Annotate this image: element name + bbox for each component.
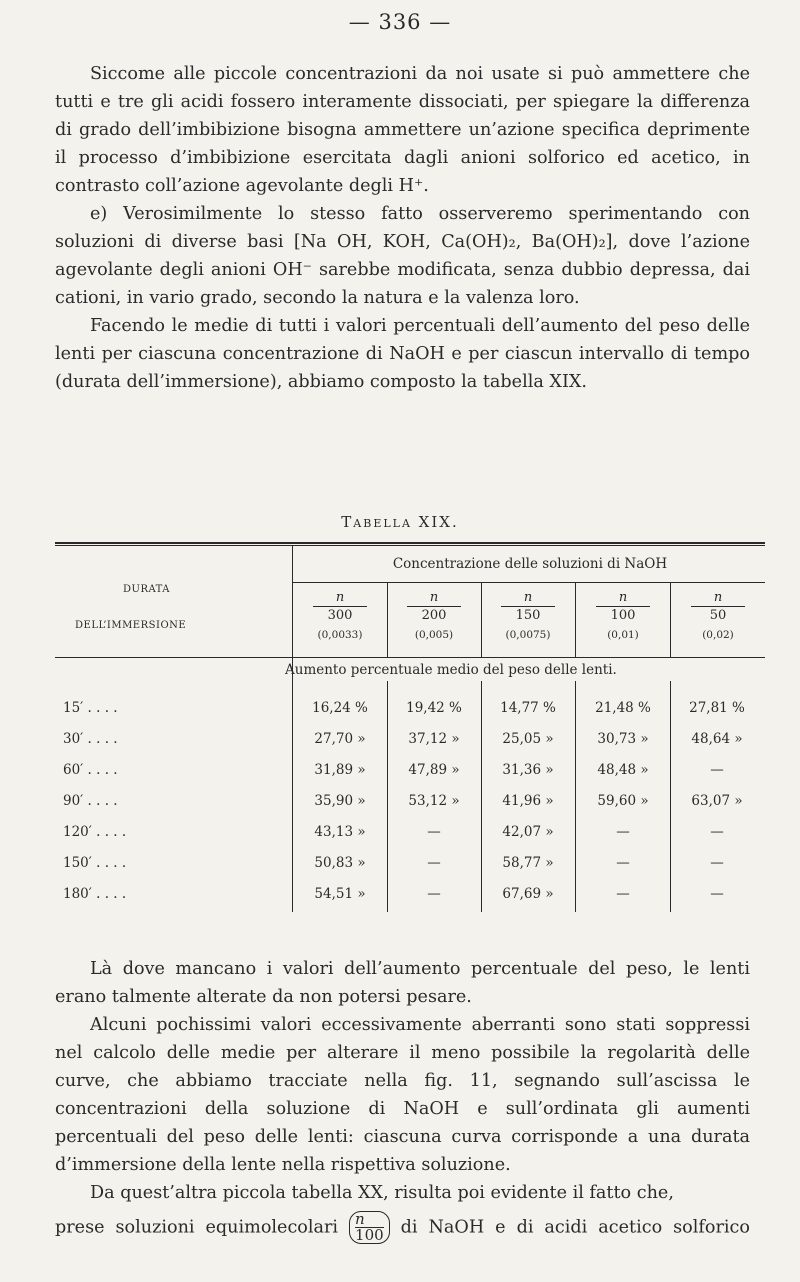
table-cell: — xyxy=(710,824,724,840)
header-concentration: Concentrazione delle soluzioni di NaOH xyxy=(392,556,668,572)
table-cell: 58,77 » xyxy=(502,855,554,871)
table-cell: 63,07 » xyxy=(691,793,743,809)
table-cell: — xyxy=(427,855,441,871)
table-caption: Tabella XIX. xyxy=(341,513,459,531)
page-number: — 336 — xyxy=(348,10,452,34)
column-header: n 150 (0,0075) xyxy=(501,590,555,645)
table-cell: 47,89 » xyxy=(408,762,460,778)
row-duration: 60′ . . . . xyxy=(63,762,118,778)
table-cell: 42,07 » xyxy=(502,824,554,840)
table-cell: 67,69 » xyxy=(502,886,554,902)
header-duration: DURATA xyxy=(123,584,170,595)
paragraph: Facendo le medie di tutti i valori percentuali dell’aumento del peso delle lenti per ciascuna concentrazione di NaOH e per ciascun intervallo di tempo (durata dell’immersione), abbiamo composto la tabella XIX. xyxy=(55,316,750,392)
text: di NaOH e di acidi acetico solforico xyxy=(400,1217,750,1238)
table-cell: 54,51 » xyxy=(314,886,366,902)
table-cell: 27,70 » xyxy=(314,731,366,747)
table-cell: 53,12 » xyxy=(408,793,460,809)
column-header: n 100 (0,01) xyxy=(596,590,650,645)
paragraph: Alcuni pochissimi valori eccessivamente aberranti sono stati soppressi nel calcolo delle medie per alterare il meno possibile la regolarità delle curve, che abbiamo tracciate nella fig. 11, segnando sull’ascissa le concentrazioni della soluzione di NaOH e sull’ordinata gli aumenti percentuali del peso delle lenti: ciascuna curva corrisponde a una durata d’immersione della lente nella rispettiva soluzione. xyxy=(55,1015,750,1175)
row-duration: 30′ . . . . xyxy=(63,731,118,747)
column-header: n 300 (0,0033) xyxy=(313,590,367,645)
table-cell: 27,81 % xyxy=(689,700,745,716)
paragraph: e) Verosimilmente lo stesso fatto osserveremo sperimentando con soluzioni di diverse basi [Na OH, KOH, Ca(OH)₂, Ba(OH)₂], dove l’azione agevolante degli anioni OH⁻ sarebbe modificata, senza dubbio depressa, dai cationi, in vario grado, secondo la natura e la valenza loro. xyxy=(55,204,750,308)
text-block-top xyxy=(55,60,750,396)
table-cell: — xyxy=(616,886,630,902)
row-duration: 150′ . . . . xyxy=(63,855,127,871)
table-subheader: Aumento percentuale medio del peso delle lenti. xyxy=(285,662,617,678)
table-cell: 43,13 » xyxy=(314,824,366,840)
table-cell: 30,73 » xyxy=(597,731,649,747)
table-cell: 25,05 » xyxy=(502,731,554,747)
table-xix xyxy=(55,542,765,947)
column-header: n 50 (0,02) xyxy=(691,590,745,645)
text-block-bottom xyxy=(55,955,750,1244)
table-cell: — xyxy=(427,824,441,840)
table-cell: 31,89 » xyxy=(314,762,366,778)
paragraph: Siccome alle piccole concentrazioni da noi usate si può ammettere che tutti e tre gli acidi fossero interamente dissociati, per spiegare la differenza di grado dell’imbibizione bisogna ammettere un’azione specifica deprimente il processo d’imbibizione esercitata dagli anioni solforico ed acetico, in contrasto coll’azione agevolante degli H⁺. xyxy=(55,64,750,196)
text: prese soluzioni equimolecolari xyxy=(55,1217,339,1238)
header-immersion: DELL’IMMERSIONE xyxy=(75,620,187,631)
table-cell: — xyxy=(616,855,630,871)
table-cell: — xyxy=(710,762,724,778)
table-cell: 37,12 » xyxy=(408,731,460,747)
table-cell: 35,90 » xyxy=(314,793,366,809)
fraction: $\frac{n}{100}$ xyxy=(349,1211,390,1244)
table-cell: 21,48 % xyxy=(595,700,651,716)
row-duration: 90′ . . . . xyxy=(63,793,118,809)
table-cell: 19,42 % xyxy=(406,700,462,716)
paragraph-last-line xyxy=(55,1211,750,1244)
table-cell: 50,83 » xyxy=(314,855,366,871)
table-cell: 16,24 % xyxy=(312,700,368,716)
table-cell: 41,96 » xyxy=(502,793,554,809)
paragraph: Da quest’altra piccola tabella XX, risulta poi evidente il fatto che, xyxy=(90,1183,674,1203)
table-cell: — xyxy=(710,886,724,902)
table-cell: — xyxy=(427,886,441,902)
paragraph: Là dove mancano i valori dell’aumento percentuale del peso, le lenti erano talmente alterate da non potersi pesare. xyxy=(55,959,750,1007)
table-cell: 14,77 % xyxy=(500,700,556,716)
column-header: n 200 (0,005) xyxy=(407,590,461,645)
table-cell: — xyxy=(616,824,630,840)
table-cell: 31,36 » xyxy=(502,762,554,778)
table-cell: 48,64 » xyxy=(691,731,743,747)
row-duration: 15′ . . . . xyxy=(63,700,118,716)
row-duration: 180′ . . . . xyxy=(63,886,127,902)
table-cell: 59,60 » xyxy=(597,793,649,809)
row-duration: 120′ . . . . xyxy=(63,824,127,840)
table-cell: 48,48 » xyxy=(597,762,649,778)
table-cell: — xyxy=(710,855,724,871)
